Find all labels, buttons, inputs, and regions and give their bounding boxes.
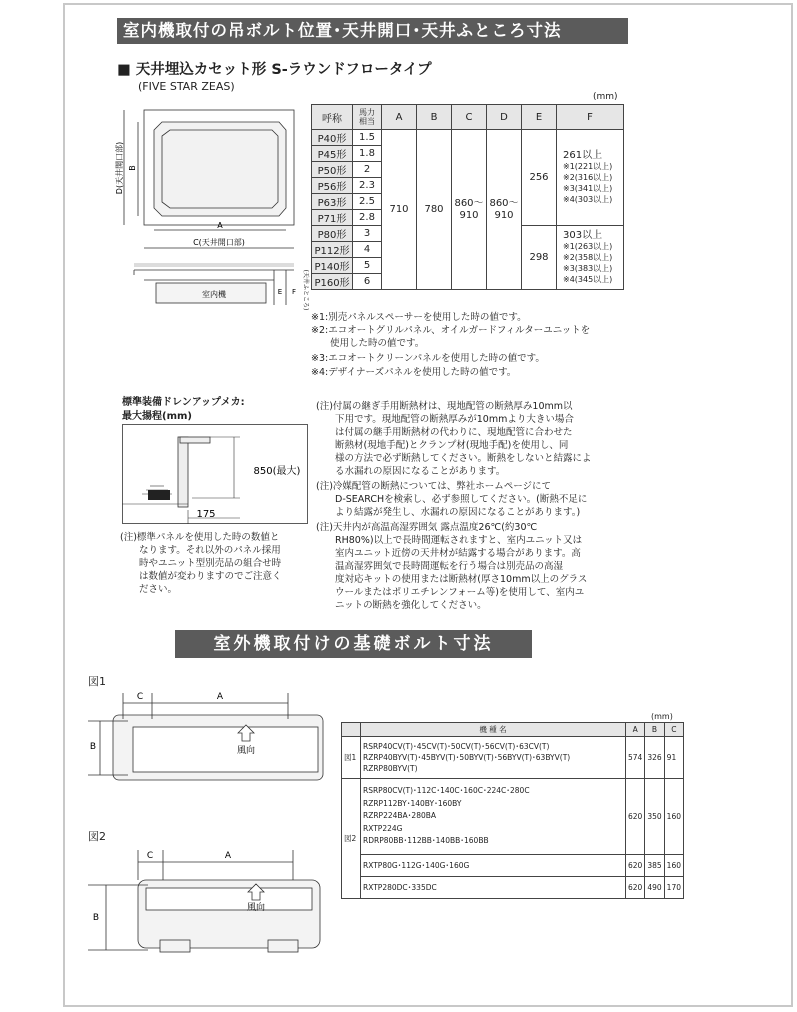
row-name: P45形: [312, 146, 353, 162]
drain-note-1: (注)標準パネルを使用した時の数値と: [120, 532, 280, 543]
row-a: 620: [626, 779, 645, 855]
indoor-table-header: [312, 105, 624, 130]
outdoor-spec-table: [341, 722, 684, 899]
indoor-section-header: [117, 18, 628, 44]
row-name: P80形: [312, 226, 353, 242]
row-name: P40形: [312, 130, 353, 146]
drain-min-label: 175: [196, 509, 216, 520]
note-line: (注)冷媒配管の断熱については、弊社ホームページにて: [316, 481, 552, 492]
f1-note3: ※3(341以上): [563, 184, 613, 193]
row-hp: 2: [353, 162, 382, 178]
indoor-spec-table: [311, 104, 624, 290]
row-name: P160形: [312, 274, 353, 290]
row-fig: 図1: [342, 737, 361, 779]
footnote-4: ※4:デザイナーズパネルを使用した時の値です。: [311, 367, 517, 378]
panel-outline: [154, 122, 286, 216]
row-models: RXTP280DC･335DC: [361, 877, 626, 899]
fig1-wind-label: 風向: [236, 746, 256, 756]
f2-note1: ※1(263以上): [563, 242, 613, 251]
value-a: 710: [382, 130, 417, 290]
row-hp: 2.8: [353, 210, 382, 226]
outdoor-section-header: [175, 630, 532, 658]
note-line: RH80%)以上で長時間運転されますと、室内ユニット又は: [316, 535, 583, 546]
label-d: D(天井開口部): [115, 141, 124, 195]
row-a: 574: [626, 737, 645, 779]
f2-note2: ※2(358以上): [563, 253, 613, 262]
footnote-1: ※1:別売パネルスペーサーを使用した時の値です。: [311, 312, 527, 323]
row-models: [361, 737, 626, 779]
label-f-sub: (天井ふところ): [302, 269, 309, 311]
footnote-2: ※2:エコオートグリルパネル、オイルガードフィルターユニットを: [311, 325, 591, 336]
note-line: 断熱材(現地手配)とクランプ材(現地手配)を使用し、同: [316, 440, 569, 451]
row-models: RXTP80G･112G･140G･160G: [361, 855, 626, 877]
model-line: RXTP224G: [363, 823, 403, 833]
row-name: P71形: [312, 210, 353, 226]
fig2-b-label: B: [92, 913, 100, 923]
row-b: 326: [645, 737, 664, 779]
f1-note2: ※2(316以上): [563, 173, 613, 182]
note-line: (注)天井内が高温高湿雰囲気 露点温度26℃(約30℃: [316, 522, 538, 533]
f1-note4: ※4(303以上): [563, 195, 613, 204]
row-b: 350: [645, 779, 664, 855]
note-line: は付属の継手用断熱材の代わりに、現地配管に合わせた: [316, 427, 573, 438]
note-line: ウールまたはポリエチレンフォーム等)を使用して、室内ユ: [316, 587, 585, 598]
label-e: E: [277, 288, 283, 296]
note-line: 室内ユニット近傍の天井材が結露する場合があります。高: [316, 548, 581, 559]
outdoor-unit-mm: (mm): [651, 712, 673, 721]
row-hp: 3: [353, 226, 382, 242]
fig2-unit-panel: [146, 888, 312, 910]
row-name: P112形: [312, 242, 353, 258]
row-c: 160: [664, 855, 683, 877]
value-f1: [557, 130, 624, 226]
model-line: RZRP224BA･280BA: [363, 811, 437, 821]
note-line: より結露が発生し、水漏れの原因になることがあります。): [316, 507, 581, 518]
drain-note-3: 時やユニット型別売品の組合せ時: [120, 558, 282, 569]
fig2-a-label: A: [224, 851, 232, 861]
drain-diagram: [122, 424, 308, 524]
drain-max-label: 850(最大): [253, 466, 301, 477]
row-c: 170: [664, 877, 683, 899]
row-c: 91: [664, 737, 683, 779]
fig2-wind-label: 風向: [246, 903, 266, 913]
header-b: B: [645, 723, 664, 737]
outdoor-table-header: [342, 723, 684, 737]
note-line: (注)付属の継ぎ手用断熱材は、現地配管の断熱厚み10mm以: [316, 401, 573, 412]
note-line: 下用です。現地配管の断熱厚みが10mmより大きい場合: [316, 414, 574, 425]
header-d: D: [487, 105, 522, 130]
fig1-a-label: A: [216, 692, 224, 702]
row-a: 620: [626, 855, 645, 877]
footnote-3: ※3:エコオートクリーンパネルを使用した時の値です。: [311, 353, 545, 364]
f1-note1: ※1(221以上): [563, 162, 613, 171]
fig2-drawing: [88, 840, 328, 965]
indoor-unit-mm: (mm): [593, 92, 618, 102]
note-line: 度対応キットの使用または断熱材(厚さ10mm以上のグラス: [316, 574, 588, 585]
model-line: (FIVE STAR ZEAS): [138, 80, 235, 93]
fig1-title: 図1: [88, 675, 106, 688]
note-line: 温高湿雰囲気で長時間運転を行う場合は別売品の高湿: [316, 561, 564, 572]
fig2-title: 図2: [88, 830, 106, 843]
row-hp: 1.5: [353, 130, 382, 146]
model-line: RDRP80BB･112BB･140BB･160BB: [363, 836, 489, 846]
fig1-drawing: [88, 685, 328, 805]
indoor-section-title: 室内機取付の吊ボルト位置･天井開口･天井ふところ寸法: [123, 21, 562, 40]
f2-note3: ※3(383以上): [563, 264, 613, 273]
footnote-2b: 使用した時の値です。: [311, 338, 425, 349]
header-b: B: [417, 105, 452, 130]
drain-title-2: 最大揚程(mm): [122, 411, 192, 422]
f2-main: 303以上: [563, 230, 603, 241]
row-models: [361, 779, 626, 855]
row-name: P63形: [312, 194, 353, 210]
subheader-square-icon: ■: [117, 62, 131, 78]
fig2-c-label: C: [146, 851, 154, 861]
value-b: 780: [417, 130, 452, 290]
header-name: 呼称: [312, 105, 353, 130]
row-name: P56形: [312, 178, 353, 194]
row-hp: 4: [353, 242, 382, 258]
label-b: B: [128, 165, 137, 171]
row-name: P140形: [312, 258, 353, 274]
model-line: RZRP80BYV(T): [363, 764, 418, 773]
row-b: 490: [645, 877, 664, 899]
row-hp: 2.3: [353, 178, 382, 194]
note-line: 様の方法で必ず断熱してください。断熱をしないと結露によ: [316, 453, 592, 464]
label-a: A: [217, 221, 223, 230]
value-e2: 298: [522, 226, 557, 290]
label-f: F: [291, 288, 297, 296]
outdoor-section-title: 室外機取付けの基礎ボルト寸法: [213, 634, 494, 654]
indoor-unit-drawing: [114, 100, 310, 320]
table-row: [342, 737, 684, 779]
row-b: 385: [645, 855, 664, 877]
drain-note-5: ださい。: [120, 584, 178, 595]
label-indoor-unit: 室内機: [202, 290, 226, 299]
label-c: C(天井開口部): [193, 238, 245, 247]
row-c: 160: [664, 779, 683, 855]
drain-note-4: は数値が変わりますのでご注意く: [120, 571, 282, 582]
table-row: [342, 855, 684, 877]
f1-main: 261以上: [563, 150, 603, 161]
model-line: RSRP40CV(T)･45CV(T)･50CV(T)･56CV(T)･63CV(T): [363, 742, 550, 751]
header-a: A: [382, 105, 417, 130]
header-e: E: [522, 105, 557, 130]
row-hp: 2.5: [353, 194, 382, 210]
drain-note-2: なります。それ以外のパネル採用: [120, 545, 281, 556]
table-row: [342, 779, 684, 855]
model-line: RZRP40BYV(T)･45BYV(T)･50BYV(T)･56BYV(T)･63BYV(T): [363, 753, 571, 762]
header-fig: [342, 723, 361, 737]
drain-title-1: 標準装備ドレンアップメカ:: [122, 397, 245, 408]
fig1-c-label: C: [136, 692, 144, 702]
f2-note4: ※4(345以上): [563, 275, 613, 284]
row-fig: 図2: [342, 779, 361, 899]
value-c: 860～ 910: [452, 130, 487, 290]
product-title: 天井埋込カセット形 S-ラウンドフロータイプ: [135, 62, 432, 78]
table-row: [342, 877, 684, 899]
model-line: RSRP80CV(T)･112C･140C･160C･224C･280C: [363, 786, 530, 796]
note-line: D-SEARCHを検索し、必ず参照してください。(断熱不足に: [316, 494, 588, 505]
value-d: 860～ 910: [487, 130, 522, 290]
header-c: C: [452, 105, 487, 130]
row-name: P50形: [312, 162, 353, 178]
fig1-unit-panel: [133, 727, 318, 772]
product-subheader: [117, 58, 432, 79]
row-hp: 1.8: [353, 146, 382, 162]
model-line: RZRP112BY･140BY･160BY: [363, 798, 462, 808]
row-a: 620: [626, 877, 645, 899]
note-line: ニットの断熱を強化してください。: [316, 600, 487, 611]
value-e1: 256: [522, 130, 557, 226]
header-a: A: [626, 723, 645, 737]
table-row: [312, 130, 624, 146]
value-f2: [557, 226, 624, 290]
header-model: 機 種 名: [361, 723, 626, 737]
fig1-b-label: B: [89, 742, 97, 752]
header-c: C: [664, 723, 683, 737]
header-f: F: [557, 105, 624, 130]
header-hp: 馬力 相当: [353, 105, 382, 130]
row-hp: 6: [353, 274, 382, 290]
row-hp: 5: [353, 258, 382, 274]
note-line: る水漏れの原因になることがあります。: [316, 466, 506, 477]
